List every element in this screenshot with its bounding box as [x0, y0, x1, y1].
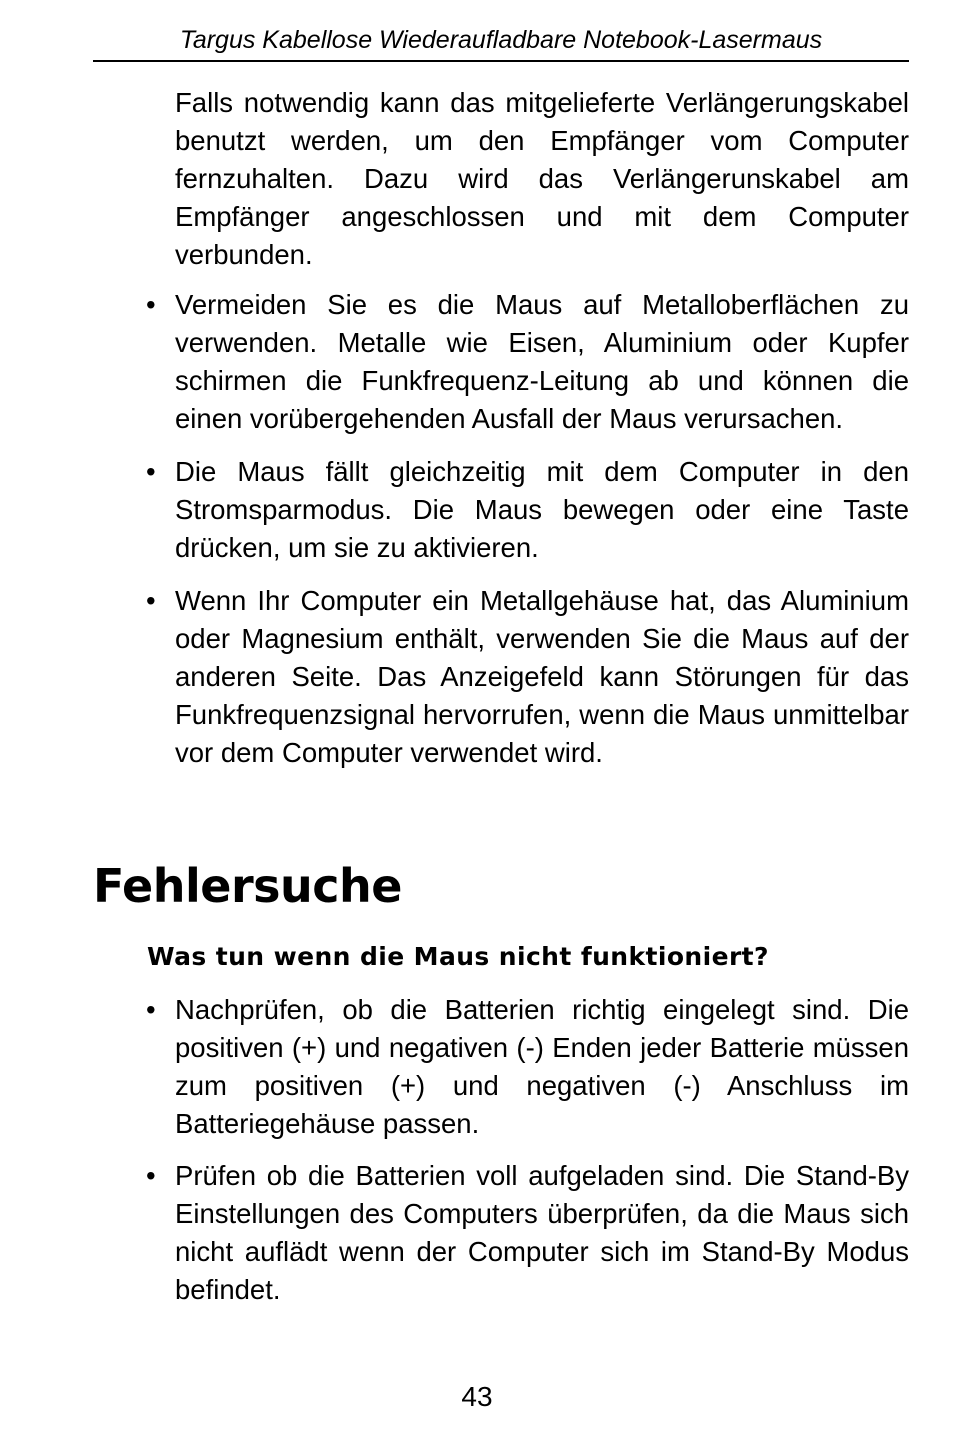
bullet-marker: • — [146, 1160, 156, 1191]
bullet-marker: • — [146, 994, 156, 1025]
tip-item: Wenn Ihr Computer ein Metallgehäuse hat, das Aluminium oder Magnesium enthält, verwenden Sie die Maus auf der anderen Seite. Das Anzeigefeld kann Störungen für das Funkfrequenzsignal hervorrufen, wenn die Maus unmittelbar vor dem Computer verwendet wird. — [175, 585, 909, 768]
section-title: Fehlersuche — [93, 859, 402, 913]
troubleshooting-item: Nachprüfen, ob die Batterien richtig eingelegt sind. Die positiven (+) und negativen (-) Enden jeder Batterie müssen zum positiven (+) und negativen (-) Anschluss im Batteriegehäuse passen. — [175, 994, 909, 1139]
troubleshooting-item: Prüfen ob die Batterien voll aufgeladen sind. Die Stand-By Einstellungen des Computers überprüfen, da die Maus sich nicht auflädt wenn der Computer sich im Stand-By Modus befindet. — [175, 1160, 909, 1305]
bullet-marker: • — [146, 456, 156, 487]
intro-paragraph: Falls notwendig kann das mitgelieferte Verlängerungskabel benutzt werden, um den Empfänger vom Computer fernzuhalten. Dazu wird das Verlängerunskabel am Empfänger angeschlossen und mit dem Computer verbunden. — [175, 87, 909, 270]
bullet-marker: • — [146, 585, 156, 616]
page-number: 43 — [461, 1381, 493, 1412]
tip-item: Die Maus fällt gleichzeitig mit dem Computer in den Stromsparmodus. Die Maus bewegen oder eine Taste drücken, um sie zu aktivieren. — [175, 456, 909, 563]
running-header: Targus Kabellose Wiederaufladbare Notebook-Lasermaus — [93, 24, 909, 62]
tip-item: Vermeiden Sie es die Maus auf Metalloberflächen zu verwenden. Metalle wie Eisen, Aluminium oder Kupfer schirmen die Funkfrequenz-Leitung ab und können die einen vorübergehenden Ausfall der Maus verursachen. — [175, 289, 909, 434]
bullet-marker: • — [146, 289, 156, 320]
section-subtitle: Was tun wenn die Maus nicht funktioniert? — [147, 942, 769, 971]
